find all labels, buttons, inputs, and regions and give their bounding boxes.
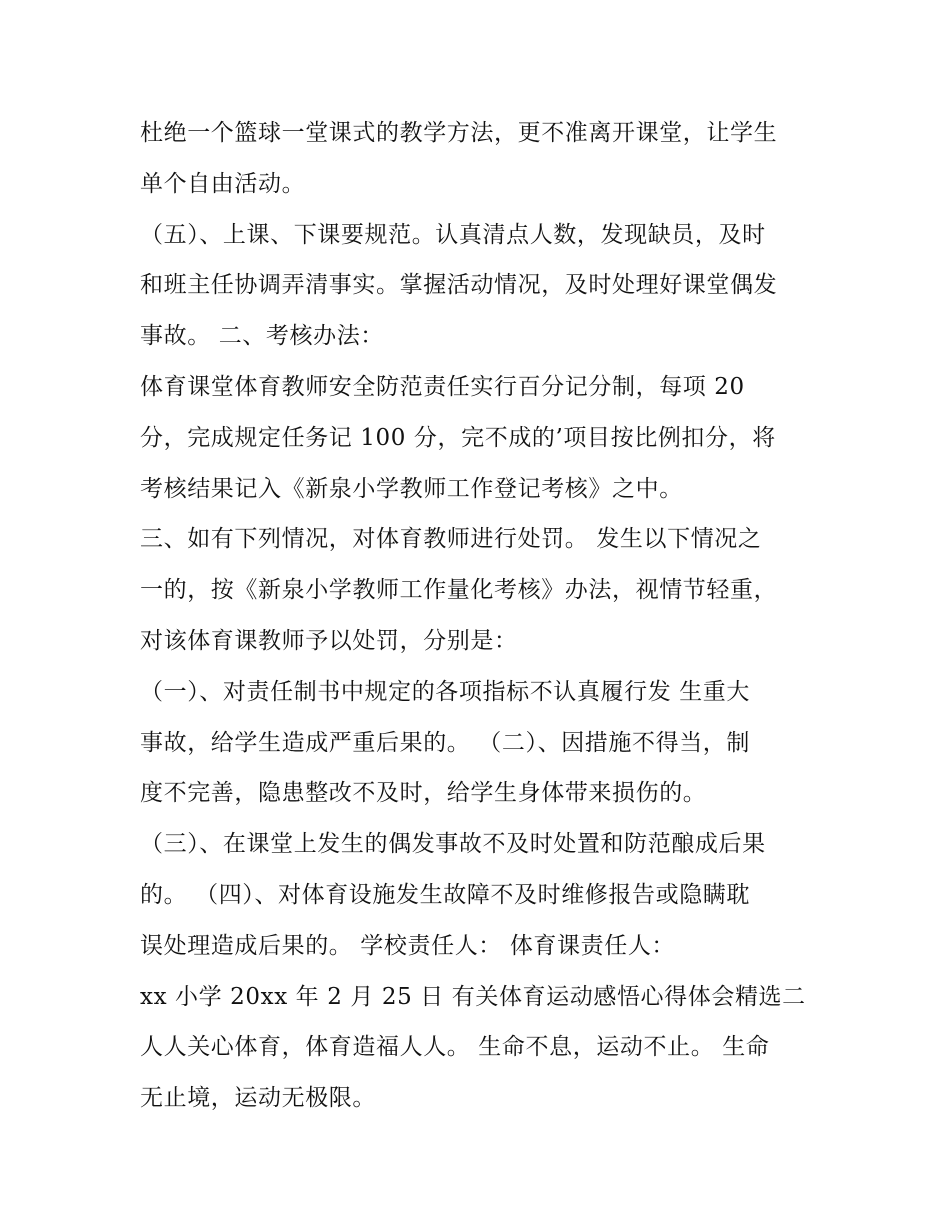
text-line: xx 小学 20xx 年 2 月 25 日 有关体育运动感悟心得体会精选二 xyxy=(140,983,806,1010)
text-line: 体育课堂体育教师安全防范责任实行百分记分制，每项 20 xyxy=(140,373,745,400)
text-line: 三、如有下列情况，对体育教师进行处罚。 发生以下情况之 xyxy=(140,526,762,553)
text-line: 分，完成规定任务记 100 分，完不成的’项目按比例扣分，将 xyxy=(140,424,776,451)
text-line: 杜绝一个篮球一堂课式的教学方法，更不准离开课堂，让学生 xyxy=(140,120,778,146)
text-line: 考核结果记入《新泉小学教师工作登记考核》之中。 xyxy=(140,475,683,502)
document-body xyxy=(140,108,830,1124)
text-line: 度不完善，隐患整改不及时，给学生身体带来损伤的。 xyxy=(140,780,707,807)
text-line: （五）、上课、下课要规范。认真清点人数，发现缺员，及时 xyxy=(140,221,766,248)
text-line: 无止境，运动无极限。 xyxy=(140,1085,376,1112)
text-line: 误处理造成后果的。 学校责任人： 体育课责任人： xyxy=(140,932,676,959)
text-line: 对该体育课教师予以处罚，分别是： xyxy=(140,627,518,654)
text-line: 事故。 二、考核办法： xyxy=(140,323,384,350)
text-line: （一）、对责任制书中规定的各项指标不认真履行发 生重大 xyxy=(140,678,751,705)
text-line: 人人关心体育，体育造福人人。 生命不息，运动不止。 生命 xyxy=(140,1034,770,1061)
text-line: （三）、在课堂上发生的偶发事故不及时处置和防范酿成后果 xyxy=(140,831,766,858)
text-line: 一的，按《新泉小学教师工作量化考核》办法，视情节轻重， xyxy=(140,577,778,604)
text-line: 事故，给学生造成严重后果的。 （二）、因措施不得当，制 xyxy=(140,729,751,756)
text-line: 单个自由活动。 xyxy=(140,170,306,197)
text-line: 的。 （四）、对体育设施发生故障不及时维修报告或隐瞒耽 xyxy=(140,881,751,908)
text-line: 和班主任协调弄清事实。掌握活动情况，及时处理好课堂偶发 xyxy=(140,272,778,299)
